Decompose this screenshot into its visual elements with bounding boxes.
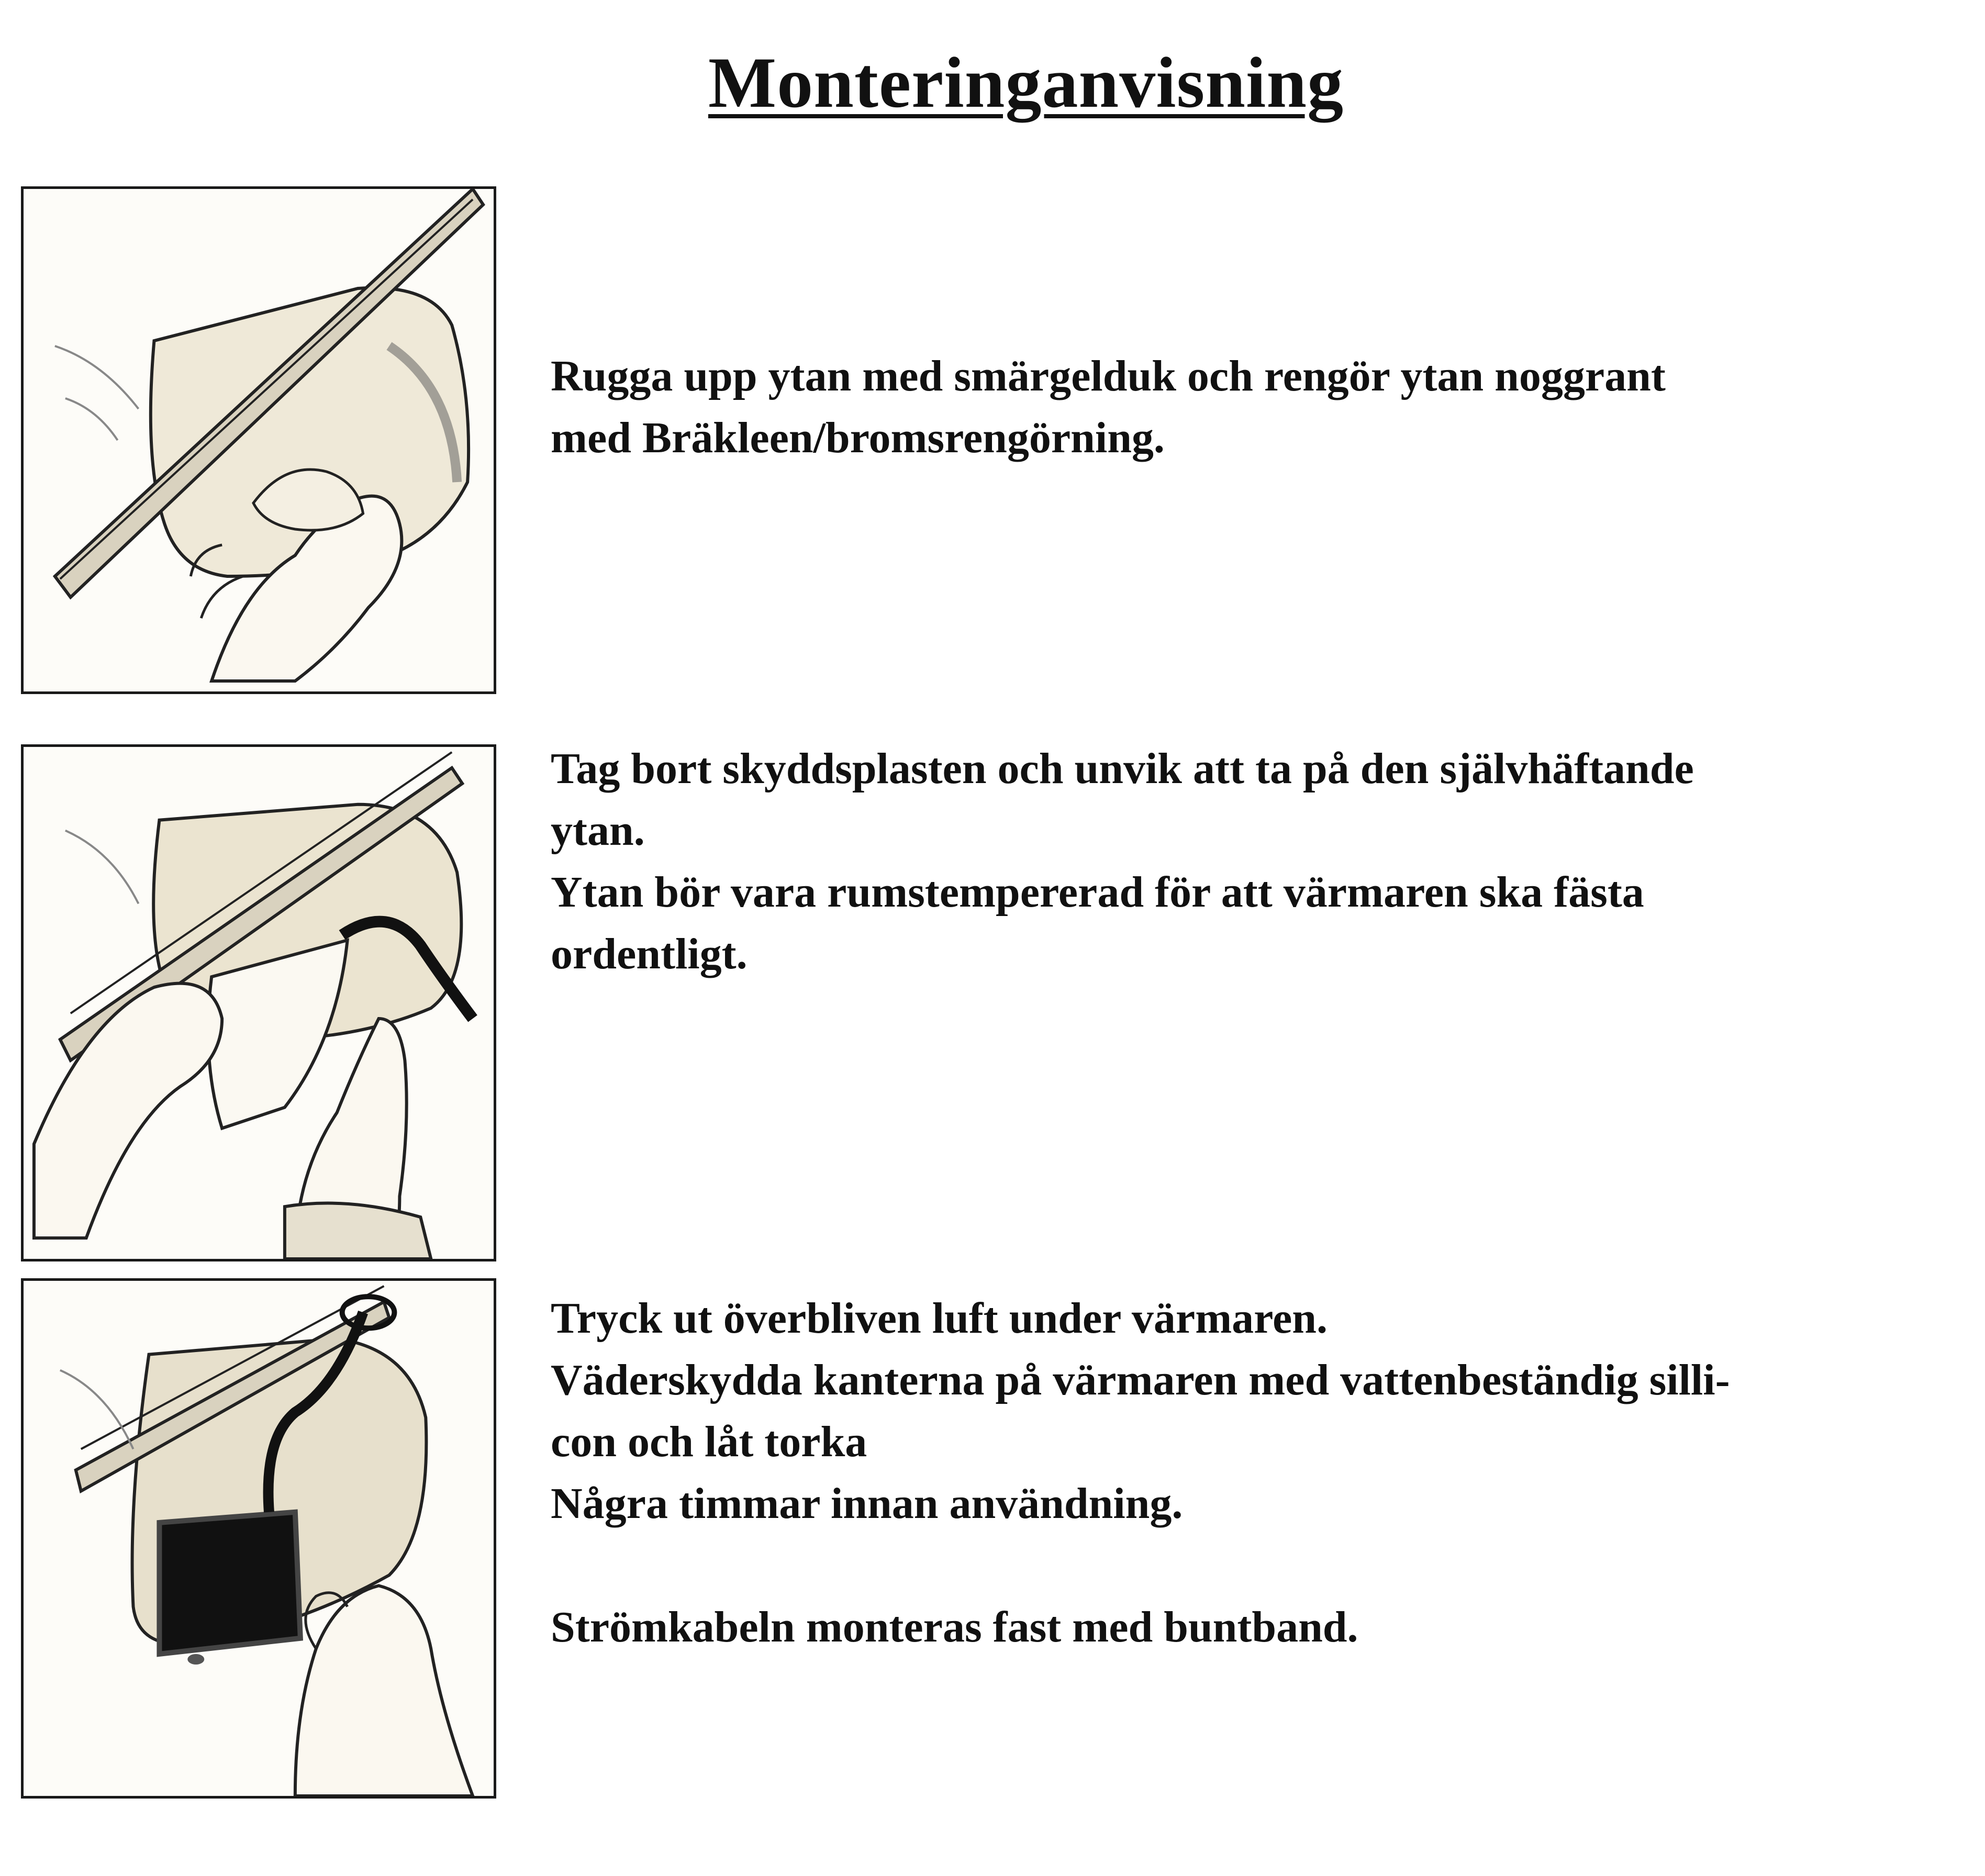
step-2-instructions — [551, 738, 1964, 985]
hand-cleaning-surface-icon — [24, 189, 494, 691]
step-2-line-1: Tag bort skyddsplasten och unvik att ta på den självhäftande — [551, 744, 1694, 793]
step-1-instructions — [551, 345, 1964, 469]
step-2-line-2: ytan. — [551, 806, 645, 855]
spacer — [551, 1535, 1964, 1596]
step-2-line-4: ordentligt. — [551, 930, 748, 978]
step-3-line-1: Tryck ut överbliven luft under värmaren. — [551, 1294, 1328, 1343]
step-3-note: Strömkabeln monteras fast med buntband. — [551, 1603, 1358, 1651]
step-3-instructions — [551, 1288, 1964, 1658]
step-1-illustration — [21, 186, 496, 694]
hand-pressing-heater-icon — [24, 1281, 494, 1796]
hand-peeling-film-icon — [24, 747, 494, 1259]
step-2-illustration — [21, 744, 496, 1261]
step-1-line-1: Rugga upp ytan med smärgelduk och rengör ytan noggrant — [551, 352, 1666, 400]
page-title: Monteringanvisning — [708, 42, 1344, 122]
step-3-line-2: Väderskydda kanterna på värmaren med vattenbeständig silli- — [551, 1356, 1730, 1404]
step-3-illustration — [21, 1278, 496, 1799]
step-1-line-2: med Bräkleen/bromsrengörning. — [551, 414, 1165, 462]
step-3-line-4: Några timmar innan användning. — [551, 1479, 1183, 1528]
step-3-line-3: con och låt torka — [551, 1417, 867, 1466]
step-2-line-3: Ytan bör vara rumstempererad för att värmaren ska fästa — [551, 868, 1644, 917]
